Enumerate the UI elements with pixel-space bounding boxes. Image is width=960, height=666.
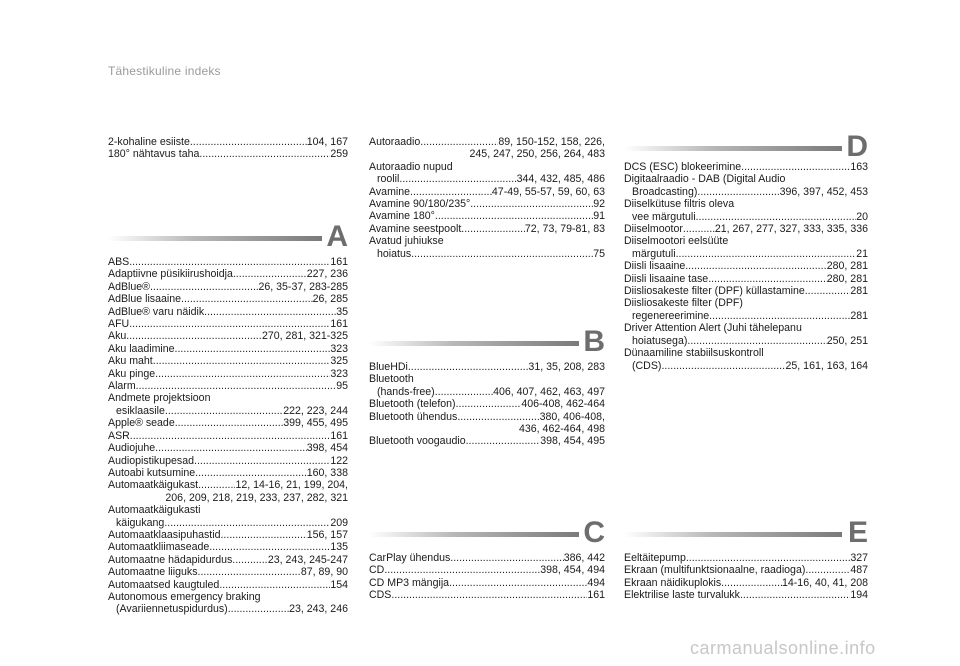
index-entry: AdBlue® varu näidik ..... 35 [108, 306, 348, 318]
index-heading: Automaatkäigukasti [108, 504, 201, 517]
index-entry: CDS ..... 161 [369, 589, 605, 601]
section-letter-b: B [583, 325, 605, 358]
index-entry: Avamine ..... 47-49, 55-57, 59, 60, 63 [369, 186, 605, 198]
index-column-2 [369, 136, 605, 260]
index-entry: Automaatkäigukast ..... 12, 14-16, 21, 199, 204, [108, 479, 348, 491]
index-entry: (CDS) ..... 25, 161, 163, 164 [624, 360, 868, 372]
index-entry: Broadcasting) ..... 396, 397, 452, 453 [624, 186, 868, 198]
index-entry: Audiojuhe ..... 398, 454 [108, 442, 348, 454]
index-heading: Diiselmootori eelsüüte [624, 235, 729, 248]
section-divider-a [108, 220, 348, 253]
index-entry: 2-kohaline esiiste ..... 104, 167 [108, 136, 348, 148]
section-letter-d: D [846, 130, 868, 163]
index-entry: AFU ..... 161 [108, 318, 348, 330]
index-entry: Avamine 180° ..... 91 [369, 210, 605, 222]
index-entry: Alarm ..... 95 [108, 380, 348, 392]
index-heading: Autonomous emergency braking [108, 590, 261, 603]
index-column-2-c [369, 552, 605, 602]
index-entry: Diisliosakeste filter (DPF) küllastamine ..... 281 [624, 285, 868, 297]
section-letter-c: C [583, 516, 605, 549]
index-entry: Aku maht ..... 325 [108, 355, 348, 367]
index-entry: Aku pinge ..... 323 [108, 368, 348, 380]
index-heading: Dünaamiline stabiilsuskontroll [624, 347, 764, 360]
index-heading: Digitaalraadio - DAB (Digital Audio [624, 173, 786, 186]
index-entry: Diisli lisaaine ..... 280, 281 [624, 260, 868, 272]
index-heading: Diiselkütuse filtris oleva [624, 198, 735, 211]
index-entry: Ekraan (multifunktsionaalne, raadioga) ..... 487 [624, 564, 868, 576]
index-entry: Bluetooth voogaudio ..... 398, 454, 495 [369, 435, 605, 447]
index-entry: DCS (ESC) blokeerimine ..... 163 [624, 161, 868, 173]
index-entry: regenereerimine ..... 281 [624, 310, 868, 322]
index-heading: Diisliosakeste filter (DPF) [624, 297, 743, 310]
index-heading: Andmete projektsioon [108, 392, 211, 405]
index-entry: Bluetooth ühendus ..... 380, 406-408, [369, 411, 605, 423]
index-entry: ASR ..... 161 [108, 430, 348, 442]
index-entry: Automaatsed kaugtuled ..... 154 [108, 579, 348, 591]
index-entry: Bluetooth (telefon) ..... 406-408, 462-464 [369, 398, 605, 410]
index-entry: (Avariiennetuspidurdus) ..... 23, 243, 246 [108, 603, 348, 615]
index-heading: Avatud juhiukse [369, 235, 444, 248]
index-entry: Diisli lisaaine tase ..... 280, 281 [624, 273, 868, 285]
index-entry: Automaatne liiguks ..... 87, 89, 90 [108, 566, 348, 578]
section-letter-a: A [326, 220, 348, 253]
index-entry: Eeltäitepump ..... 327 [624, 552, 868, 564]
index-entry: vee märgutuli ..... 20 [624, 211, 868, 223]
index-entry: esiklaasile ..... 222, 223, 244 [108, 405, 348, 417]
index-continuation: 245, 247, 250, 256, 264, 483 [469, 148, 605, 161]
index-heading: Driver Attention Alert (Juhi tähelepanu [624, 322, 802, 335]
index-entry: Ekraan näidikuplokis ..... 14-16, 40, 41, 208 [624, 577, 868, 589]
index-entry: hoiatusega) ..... 250, 251 [624, 335, 868, 347]
index-entry: AdBlue lisaaine ..... 26, 285 [108, 293, 348, 305]
index-entry: (hands-free) ..... 406, 407, 462, 463, 497 [369, 386, 605, 398]
index-column-2-b [369, 361, 605, 448]
index-entry: Avamine seestpoolt ..... 72, 73, 79-81, 83 [369, 223, 605, 235]
index-entry: CD MP3 mängija ..... 494 [369, 577, 605, 589]
index-entry: hoiatus ..... 75 [369, 248, 605, 260]
index-entry: Audiopistikupesad ..... 122 [108, 455, 348, 467]
index-entry: roolil ..... 344, 432, 485, 486 [369, 173, 605, 185]
index-column-3-e [624, 552, 868, 602]
index-column-1 [108, 136, 348, 161]
section-letter-e: E [847, 516, 868, 549]
index-continuation: 206, 209, 218, 219, 233, 237, 282, 321 [165, 491, 348, 504]
index-heading: Bluetooth [369, 373, 414, 386]
index-entry: Avamine 90/180/235° ..... 92 [369, 198, 605, 210]
index-entry: CarPlay ühendus ..... 386, 442 [369, 552, 605, 564]
section-divider-e [624, 516, 868, 549]
index-entry: Automaatklaasipuhastid ..... 156, 157 [108, 529, 348, 541]
index-entry: käigukang ..... 209 [108, 517, 348, 529]
index-entry: Aku ..... 270, 281, 321-325 [108, 330, 348, 342]
index-entry: Adaptiivne püsikiirushoidja ..... 227, 236 [108, 268, 348, 280]
index-entry: CD ..... 398, 454, 494 [369, 564, 605, 576]
index-entry: märgutuli ..... 21 [624, 248, 868, 260]
section-divider-b [369, 325, 605, 358]
index-entry: ABS ..... 161 [108, 256, 348, 268]
index-entry: Autoabi kutsumine ..... 160, 338 [108, 467, 348, 479]
index-entry: BlueHDi ..... 31, 35, 208, 283 [369, 361, 605, 373]
index-entry: Automaatkliimaseade ..... 135 [108, 541, 348, 553]
index-entry: Apple® seade ..... 399, 455, 495 [108, 417, 348, 429]
index-entry: Diiselmootor ..... 21, 267, 277, 327, 333, 335, 336 [624, 223, 868, 235]
index-entry: Automaatne hädapidurdus ..... 23, 243, 245-247 [108, 554, 348, 566]
index-entry: Aku laadimine ..... 323 [108, 343, 348, 355]
index-continuation: 436, 462-464, 498 [518, 423, 605, 436]
section-divider-c [369, 516, 605, 549]
index-entry: AdBlue® ..... 26, 35-37, 283-285 [108, 281, 348, 293]
watermark: carmanualsonline.info [690, 638, 876, 658]
index-column-3-d [624, 161, 868, 372]
index-entry: Elektrilise laste turvalukk ..... 194 [624, 589, 868, 601]
section-divider-d [624, 130, 868, 163]
index-entry: Autoraadio ..... 89, 150-152, 158, 226, [369, 136, 605, 148]
index-heading: Autoraadio nupud [369, 160, 453, 173]
index-entry: 180° nähtavus taha ..... 259 [108, 148, 348, 160]
index-column-1-a [108, 256, 348, 616]
page-header: Tähestikuline indeks [108, 64, 221, 78]
